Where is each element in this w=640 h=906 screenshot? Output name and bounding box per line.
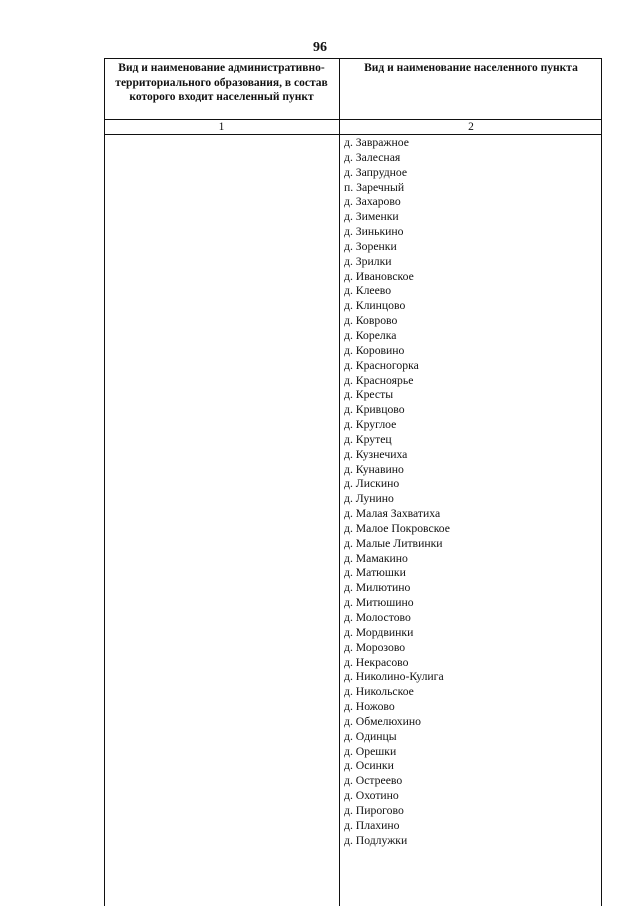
header-admin-unit: Вид и наименование административно-территориального образования, в состав которого входит населенный пункт [115, 62, 328, 103]
settlement-item: д. Никольское [344, 685, 414, 699]
settlement-item: д. Коврово [344, 314, 398, 328]
settlement-item: д. Кривцово [344, 403, 405, 417]
settlement-item: д. Запрудное [344, 165, 408, 179]
settlement-item: д. Ножово [344, 700, 395, 714]
settlement-item: д. Мамакино [344, 551, 408, 565]
settlement-item: д. Малые Литвинки [344, 536, 443, 550]
settlement-item: д. Залесная [344, 150, 401, 164]
settlement-item: д. Матюшки [344, 566, 406, 580]
settlement-item: д. Некрасово [344, 655, 409, 669]
settlement-item: д. Николино-Кулига [344, 670, 444, 684]
settlement-item: д. Клинцово [344, 299, 406, 313]
settlement-item: д. Зрилки [344, 254, 392, 268]
settlement-item: д. Лискино [344, 477, 400, 491]
settlement-item: д. Охотино [344, 789, 399, 803]
table-left-border [104, 59, 105, 906]
settlement-item: д. Осинки [344, 759, 394, 773]
settlement-item: д. Малая Захватиха [344, 507, 441, 521]
settlement-item: д. Клеево [344, 284, 392, 298]
column-number-2: 2 [468, 121, 474, 133]
settlement-item: д. Кресты [344, 388, 394, 402]
settlement-item: д. Митюшино [344, 596, 414, 610]
settlement-item: д. Кузнечиха [344, 447, 408, 461]
header-settlement: Вид и наименование населенного пункта [364, 62, 578, 74]
number-row-divider [104, 134, 602, 135]
settlement-item: д. Лунино [344, 492, 394, 506]
settlement-item: д. Мордвинки [344, 625, 414, 639]
settlement-item: п. Заречный [344, 180, 405, 194]
settlement-item: д. Милютино [344, 581, 411, 595]
page-number: 96 [313, 40, 327, 55]
settlement-list [344, 136, 450, 849]
settlement-item: д. Ивановское [344, 269, 414, 283]
settlements-table [104, 58, 602, 906]
settlement-item: д. Морозово [344, 640, 406, 654]
settlement-item: д. Остреево [344, 774, 403, 788]
settlement-item: д. Одинцы [344, 729, 397, 743]
table-right-border [601, 59, 602, 906]
column-divider [339, 59, 340, 906]
settlement-item: д. Зинькино [344, 225, 404, 239]
settlement-item: д. Зоренки [344, 239, 397, 253]
settlement-item: д. Завражное [344, 136, 409, 149]
settlement-item: д. Крутец [344, 432, 392, 446]
settlement-item: д. Зименки [344, 210, 399, 224]
settlement-item: д. Кунавино [344, 462, 404, 476]
settlement-item: д. Плахино [344, 818, 400, 832]
settlement-item: д. Орешки [344, 744, 397, 758]
settlement-item: д. Коровино [344, 343, 405, 357]
settlement-item: д. Круглое [344, 418, 397, 432]
settlement-item: д. Молостово [344, 611, 411, 624]
settlement-item: д. Захарово [344, 195, 401, 209]
settlement-item: д. Корелка [344, 328, 397, 342]
settlement-item: д. Красноярье [344, 373, 414, 387]
settlement-item: д. Обмелюхино [344, 714, 421, 728]
settlement-item: д. Малое Покровское [344, 521, 450, 535]
settlement-item: д. Подлужки [344, 833, 408, 847]
settlement-item: д. Пирогово [344, 803, 404, 817]
column-number-1: 1 [218, 121, 225, 133]
settlement-item: д. Красногорка [344, 358, 419, 372]
